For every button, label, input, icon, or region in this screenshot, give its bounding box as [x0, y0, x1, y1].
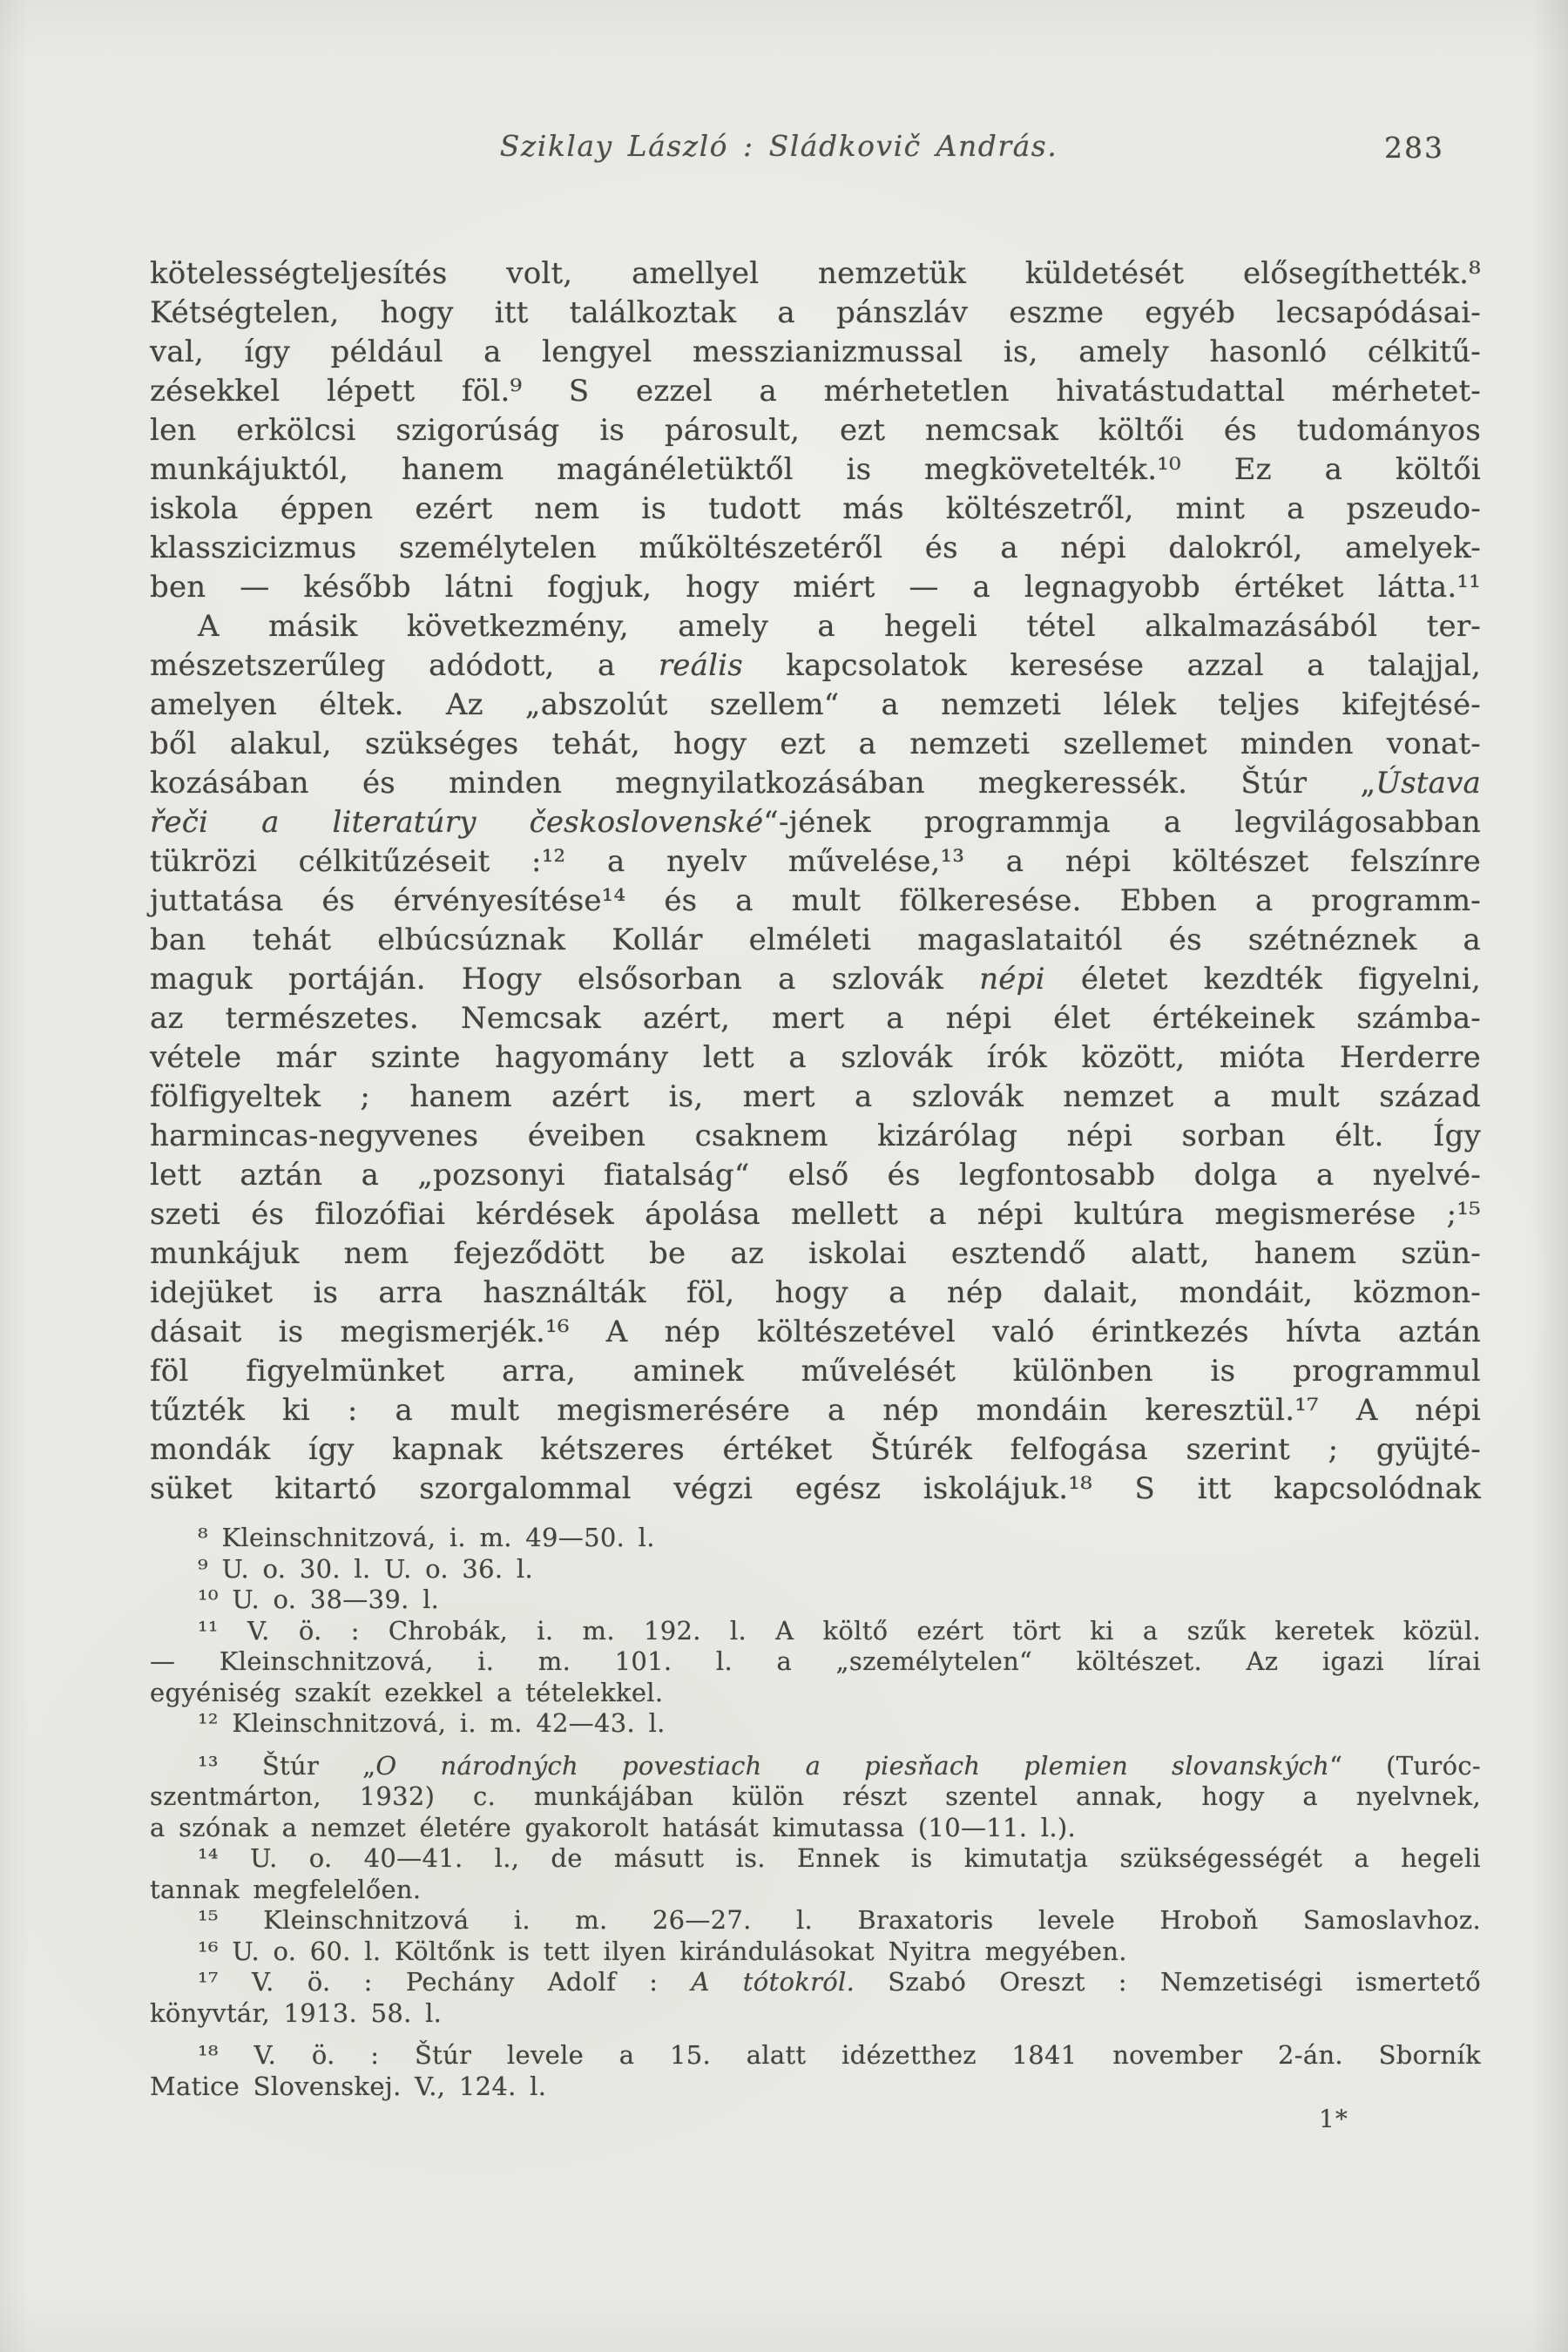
- running-header: [150, 129, 1481, 164]
- body-line: mészetszerűleg adódott, a reális kapcsolatok keresése azzal a talajjal,: [150, 648, 1481, 683]
- footnote-line: — Kleinschnitzová, i. m. 101. l. a „személytelen“ költészet. Az igazi lírai: [150, 1646, 1481, 1676]
- body-line: klasszicizmus személytelen műköltészetéről és a népi dalokról, amelyek-: [150, 531, 1481, 565]
- body-line: mondák így kapnak kétszeres értéket Štúrék felfogása szerint ; gyüjté-: [150, 1432, 1481, 1467]
- footnote-line: a szónak a nemzet életére gyakorolt hatását kimutassa (10—11. l.).: [150, 1812, 1077, 1842]
- body-line: řeči a literatúry československé“-jének programmja a legvilágosabban: [150, 805, 1481, 840]
- body-line: kötelességteljesítés volt, amellyel nemzetük küldetését elősegíthették.⁸: [150, 256, 1481, 291]
- body-line: amelyen éltek. Az „abszolút szellem“ a nemzeti lélek teljes kifejtésé-: [150, 687, 1481, 722]
- body-line: tűzték ki : a mult megismerésére a nép mondáin keresztül.¹⁷ A népi: [150, 1393, 1481, 1428]
- body-line: harmincas-negyvenes éveiben csaknem kizárólag népi sorban élt. Így: [150, 1119, 1481, 1153]
- footnote-line: ¹⁵ Kleinschnitzová i. m. 26—27. l. Braxatoris levele Hroboň Samoslavhoz.: [198, 1905, 1481, 1935]
- body-line: az természetes. Nemcsak azért, mert a népi élet értékeinek számba-: [150, 1001, 1481, 1036]
- footnote-line: ⁹ U. o. 30. l. U. o. 36. l.: [198, 1553, 534, 1584]
- body-line: ből alakul, szükséges tehát, hogy ezt a nemzeti szellemet minden vonat-: [150, 727, 1481, 761]
- body-line: ben — később látni fogjuk, hogy miért — a legnagyobb értéket látta.¹¹: [150, 570, 1481, 605]
- body-line: kozásában és minden megnyilatkozásában megkeressék. Štúr „Ústava: [150, 766, 1481, 801]
- body-line: A másik következmény, amely a hegeli tétel alkalmazásából ter-: [198, 609, 1481, 644]
- footnote-line: ¹⁷ V. ö. : Pechány Adolf : A tótokról. Szabó Oreszt : Nemzetiségi ismertető: [198, 1967, 1482, 1997]
- footnote-line: ¹³ Štúr „O národných povestiach a piesňach plemien slovanských“ (Turóc-: [198, 1750, 1481, 1781]
- body-line: iskola éppen ezért nem is tudott más költészetről, mint a pszeudo-: [150, 491, 1481, 526]
- footnote: [150, 1523, 1481, 1554]
- body-text: [150, 254, 1481, 1509]
- body-line: szeti és filozófiai kérdések ápolása mellett a népi kultúra megismerése ;¹⁵: [150, 1197, 1481, 1232]
- body-line: len erkölcsi szigorúság is párosult, ezt nemcsak költői és tudományos: [150, 413, 1481, 448]
- body-line: val, így például a lengyel messzianizmussal is, amely hasonló célkitű-: [150, 335, 1481, 369]
- body-line: zésekkel lépett föl.⁹ S ezzel a mérhetetlen hivatástudattal mérhetet-: [150, 374, 1481, 409]
- body-line: süket kitartó szorgalommal végzi egész iskolájuk.¹⁸ S itt kapcsolódnak: [150, 1471, 1481, 1506]
- body-line: ban tehát elbúcsúznak Kollár elméleti magaslataitól és szétnéznek a: [150, 923, 1481, 957]
- footnote: [150, 1751, 1481, 1844]
- footnote: [150, 1616, 1481, 1709]
- body-line: fölfigyeltek ; hanem azért is, mert a szlovák nemzet a mult század: [150, 1079, 1481, 1114]
- footnote: [150, 1967, 1481, 2029]
- body-line: idejüket is arra használták föl, hogy a nép dalait, mondáit, közmon-: [150, 1275, 1481, 1310]
- footnote-line: egyéniség szakít ezekkel a tételekkel.: [150, 1677, 664, 1707]
- footnote: [150, 1905, 1481, 1936]
- footnote-line: ¹¹ V. ö. : Chrobák, i. m. 192. l. A költő ezért tört ki a szűk keretek közül.: [198, 1615, 1481, 1646]
- footnote-line: ¹⁴ U. o. 40—41. l., de másutt is. Ennek is kimutatja szükségességét a hegeli: [198, 1843, 1481, 1873]
- footnote: [150, 1554, 1481, 1585]
- footnote: [150, 1936, 1481, 1968]
- body-line: tükrözi célkitűzéseit :¹² a nyelv művelése,¹³ a népi költészet felszínre: [150, 844, 1481, 879]
- body-line: juttatása és érvényesítése¹⁴ és a mult fölkeresése. Ebben a programm-: [150, 883, 1481, 918]
- footnotes: [150, 1523, 1481, 2102]
- body-line: föl figyelmünket arra, aminek művelését különben is programmul: [150, 1354, 1481, 1389]
- body-line: Kétségtelen, hogy itt találkoztak a pánszláv eszme egyéb lecsapódásai-: [150, 295, 1481, 330]
- body-line: munkájuk nem fejeződött be az iskolai esztendő alatt, hanem szün-: [150, 1236, 1481, 1271]
- footnote-line: szentmárton, 1932) c. munkájában külön részt szentel annak, hogy a nyelvnek,: [150, 1781, 1481, 1811]
- footnote: [150, 1843, 1481, 1905]
- footnote-line: ⁸ Kleinschnitzová, i. m. 49—50. l.: [198, 1523, 655, 1552]
- body-line: lett aztán a „pozsonyi fiatalság“ első és legfontosabb dolga a nyelvé-: [150, 1158, 1481, 1193]
- body-line: dásait is megismerjék.¹⁶ A nép költészetével való érintkezés hívta aztán: [150, 1315, 1481, 1349]
- page-number: 283: [1384, 131, 1444, 165]
- footnote: [150, 2040, 1481, 2102]
- footnote-line: ¹² Kleinschnitzová, i. m. 42—43. l.: [198, 1708, 666, 1738]
- footnote: [150, 1585, 1481, 1616]
- body-line: munkájuktól, hanem magánéletüktől is megkövetelték.¹⁰ Ez a költői: [150, 452, 1481, 487]
- footnote-line: ¹⁰ U. o. 38—39. l.: [198, 1585, 440, 1614]
- footnote-line: tannak megfelelően.: [150, 1874, 422, 1904]
- footnote-line: ¹⁶ U. o. 60. l. Költőnk is tett ilyen kirándulásokat Nyitra megyében.: [198, 1936, 1127, 1966]
- footnote: [150, 1708, 1481, 1740]
- body-line: maguk portáján. Hogy elsősorban a szlovák népi életet kezdték figyelni,: [150, 962, 1481, 997]
- footnote-line: könyvtár, 1913. 58. l.: [150, 1997, 443, 2028]
- running-head-title: Sziklay László : Sládkovič András.: [499, 129, 1058, 163]
- signature-mark: 1*: [1319, 2105, 1348, 2133]
- footnote-line: ¹⁸ V. ö. : Štúr levele a 15. alatt idézetthez 1841 november 2-án. Sborník: [198, 2040, 1481, 2070]
- body-line: vétele már szinte hagyomány lett a szlovák írók között, mióta Herderre: [150, 1040, 1481, 1075]
- footnote-line: Matice Slovenskej. V., 124. l.: [150, 2071, 547, 2101]
